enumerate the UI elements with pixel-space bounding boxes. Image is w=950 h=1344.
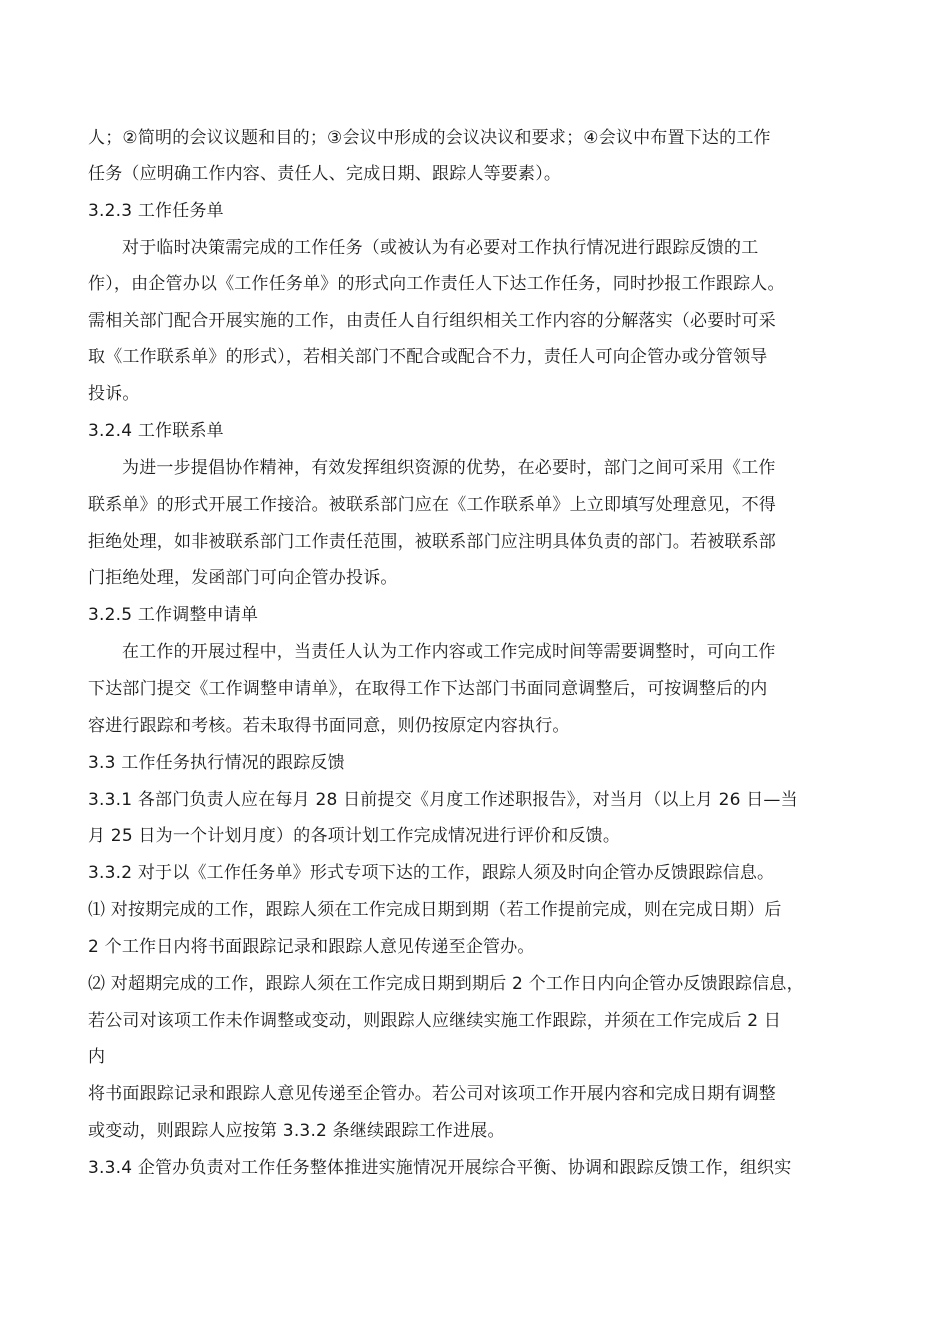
paragraph-line: 3.3.1 各部门负责人应在每月 28 日前提交《月度工作述职报告》，对当月（以上月 26 日—当 xyxy=(88,790,798,810)
section-heading-3-3: 3.3 工作任务执行情况的跟踪反馈 xyxy=(88,753,345,773)
paragraph-line: 下达部门提交《工作调整申请单》，在取得工作下达部门书面同意调整后，可按调整后的内 xyxy=(88,679,768,699)
paragraph-line: 为进一步提倡协作精神，有效发挥组织资源的优势，在必要时，部门之间可采用《工作 xyxy=(122,458,776,478)
paragraph-line: 或变动，则跟踪人应按第 3.3.2 条继续跟踪工作进展。 xyxy=(88,1121,505,1141)
paragraph-line: 将书面跟踪记录和跟踪人意见传递至企管办。若公司对该项工作开展内容和完成日期有调整 xyxy=(88,1084,776,1104)
paragraph-line: 内 xyxy=(88,1047,106,1067)
paragraph-line: 拒绝处理，如非被联系部门工作责任范围，被联系部门应注明具体负责的部门。若被联系部 xyxy=(88,532,776,552)
section-heading-3-2-3: 3.2.3 工作任务单 xyxy=(88,201,224,221)
paragraph-line: 月 25 日为一个计划月度）的各项计划工作完成情况进行评价和反馈。 xyxy=(88,826,621,846)
paragraph-line: 在工作的开展过程中，当责任人认为工作内容或工作完成时间等需要调整时，可向工作 xyxy=(122,642,776,662)
paragraph-line: ⑵ 对超期完成的工作，跟踪人须在工作完成日期到期后 2 个工作日内向企管办反馈跟踪信息， xyxy=(88,974,804,994)
paragraph-line: 若公司对该项工作未作调整或变动，则跟踪人应继续实施工作跟踪，并须在工作完成后 2 日 xyxy=(88,1011,782,1031)
paragraph-line: ⑴ 对按期完成的工作，跟踪人须在工作完成日期到期（若工作提前完成，则在完成日期）后 xyxy=(88,900,782,920)
paragraph-line: 投诉。 xyxy=(88,384,140,404)
section-heading-3-2-4: 3.2.4 工作联系单 xyxy=(88,421,224,441)
paragraph-line: 容进行跟踪和考核。若未取得书面同意，则仍按原定内容执行。 xyxy=(88,716,570,736)
paragraph-line: 联系单》的形式开展工作接洽。被联系部门应在《工作联系单》上立即填写处理意见，不得 xyxy=(88,495,776,515)
paragraph-line: 作），由企管办以《工作任务单》的形式向工作责任人下达工作任务，同时抄报工作跟踪人。 xyxy=(88,274,785,294)
paragraph-line: 需相关部门配合开展实施的工作，由责任人自行组织相关工作内容的分解落实（必要时可采 xyxy=(88,311,776,331)
paragraph-line: 取《工作联系单》的形式），若相关部门不配合或配合不力，责任人可向企管办或分管领导 xyxy=(88,347,768,367)
paragraph-line: 2 个工作日内将书面跟踪记录和跟踪人意见传递至企管办。 xyxy=(88,937,535,957)
paragraph-line: 3.3.4 企管办负责对工作任务整体推进实施情况开展综合平衡、协调和跟踪反馈工作，组织实 xyxy=(88,1158,792,1178)
paragraph-line: 人；②简明的会议议题和目的；③会议中形成的会议决议和要求；④会议中布置下达的工作 xyxy=(88,128,771,148)
paragraph-line: 3.3.2 对于以《工作任务单》形式专项下达的工作，跟踪人须及时向企管办反馈跟踪信息。 xyxy=(88,863,775,883)
paragraph-line: 对于临时决策需完成的工作任务（或被认为有必要对工作执行情况进行跟踪反馈的工 xyxy=(122,238,759,258)
paragraph-line: 门拒绝处理，发函部门可向企管办投诉。 xyxy=(88,568,398,588)
paragraph-line: 任务（应明确工作内容、责任人、完成日期、跟踪人等要素）。 xyxy=(88,164,562,184)
section-heading-3-2-5: 3.2.5 工作调整申请单 xyxy=(88,605,259,625)
